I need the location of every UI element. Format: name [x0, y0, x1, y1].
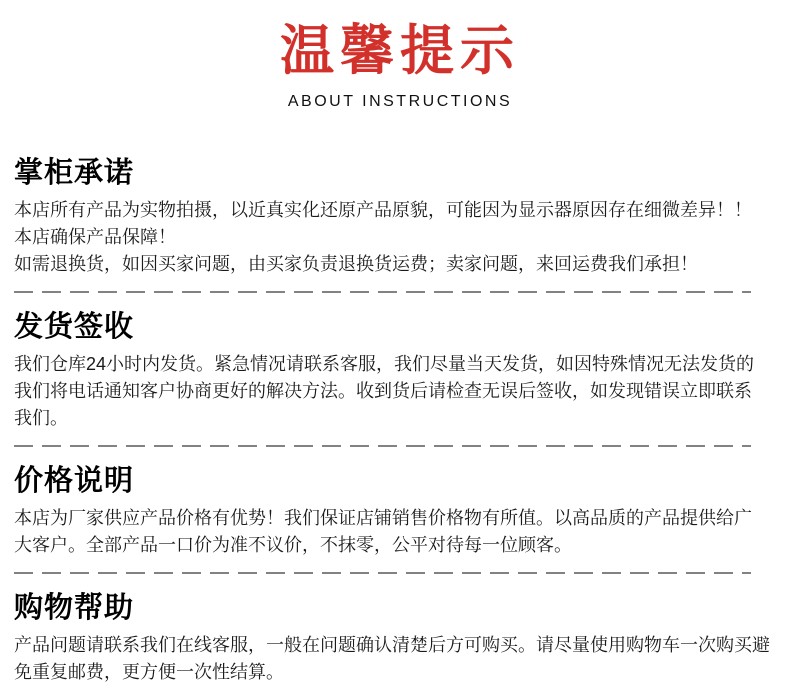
- dashed-divider: [14, 445, 751, 447]
- paragraph-line: 本店为厂家供应产品价格有优势！我们保证店铺销售价格物有所值。以高品质的产品提供给广: [14, 508, 752, 528]
- paragraph-line: 本店确保产品保障！: [14, 227, 176, 247]
- dashed-divider: [14, 572, 751, 574]
- section-paragraph: [14, 197, 790, 278]
- paragraph-line: 本店所有产品为实物拍摄，以近真实化还原产品原貌，可能因为显示器原因存在细微差异！！: [14, 200, 752, 220]
- section-paragraph: [14, 505, 790, 559]
- dashed-divider: [14, 291, 751, 293]
- paragraph-line: 免重复邮费，更方便一次性结算。: [14, 662, 284, 682]
- section-heading-shopping-help: 购物帮助: [14, 592, 135, 624]
- paragraph-line: 我们仓库24小时内发货。紧急情况请联系客服，我们尽量当天发货，如因特殊情况无法发货的: [14, 354, 755, 374]
- paragraph-line: 产品问题请联系我们在线客服，一般在问题确认清楚后方可购买。请尽量使用购物车一次购买避: [14, 635, 770, 655]
- paragraph-line: 我们。: [14, 408, 68, 428]
- section-heading-pricing: 价格说明: [14, 465, 135, 497]
- page-header: [0, 0, 800, 111]
- paragraph-line: 我们将电话通知客户协商更好的解决方法。收到货后请检查无误后签收，如发现错误立即联系: [14, 381, 752, 401]
- section-heading-shipping: 发货签收: [14, 311, 135, 343]
- page-subtitle: ABOUT INSTRUCTIONS: [287, 93, 513, 110]
- section-paragraph: [14, 351, 790, 432]
- section-heading-seller-promise: 掌柜承诺: [14, 157, 135, 189]
- paragraph-line: 大客户。全部产品一口价为准不议价，不抹零，公平对待每一位顾客。: [14, 535, 572, 555]
- section-paragraph: [14, 632, 790, 686]
- paragraph-line: 如需退换货，如因买家问题，由买家负责退换货运费；卖家问题，来回运费我们承担！: [14, 254, 698, 274]
- page-content: [0, 156, 800, 686]
- page-title: 温馨提示: [280, 21, 520, 81]
